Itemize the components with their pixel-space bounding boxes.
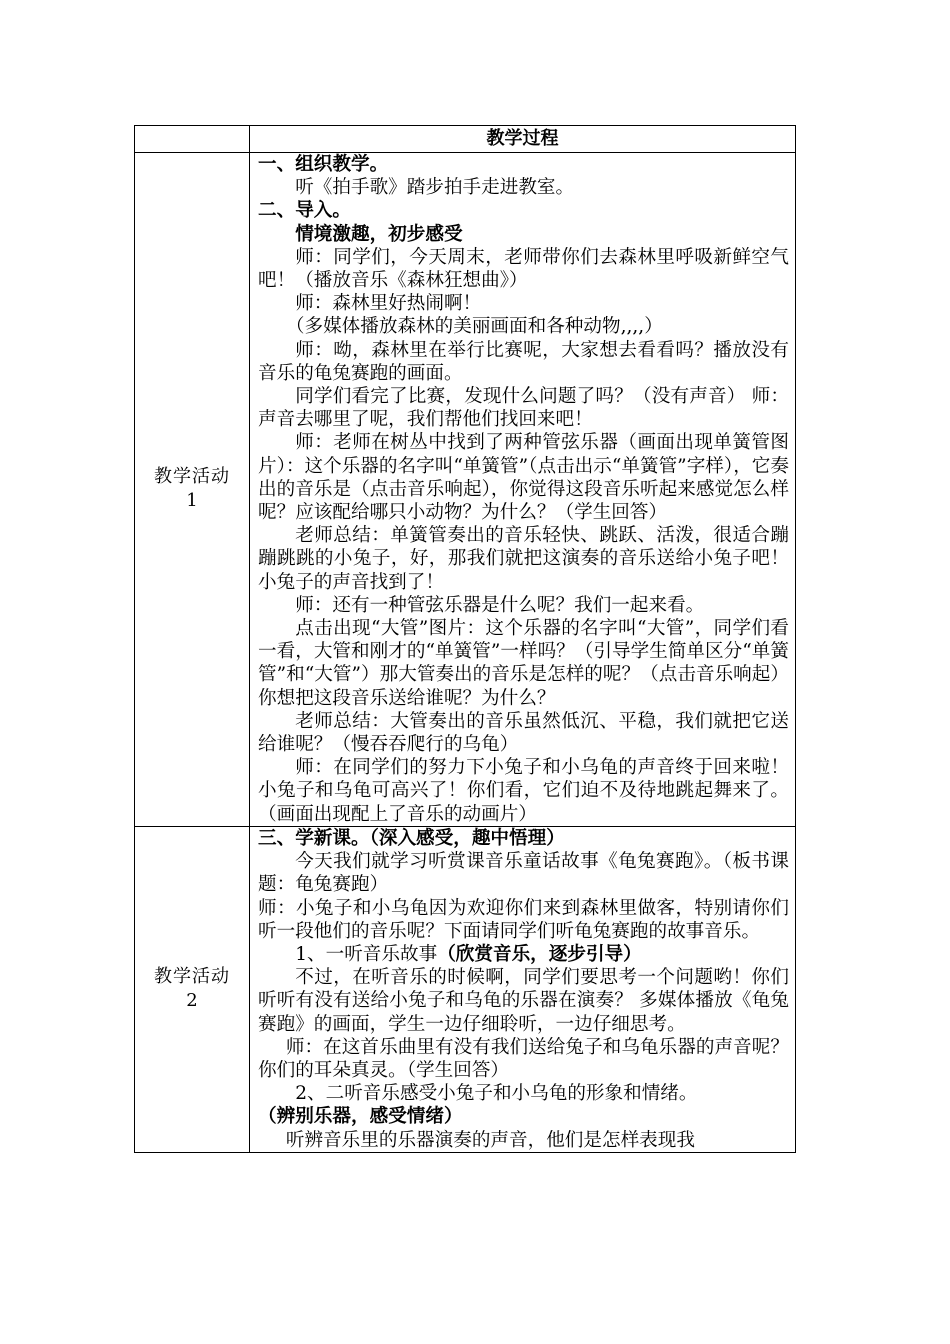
activity-label-text: 教学活动	[154, 466, 230, 488]
paragraph: 老师总结：大管奏出的音乐虽然低沉、平稳，我们就把它送给谁呢？（慢吞吞爬行的乌龟）	[258, 710, 789, 756]
paragraph: 师：老师在树丛中找到了两种管弦乐器（画面出现单簧管图片）：这个乐器的名字叫“单簧管”（点击出示“单簧管”字样），它奏出的音乐是（点击音乐响起），你觉得这段音乐听起来感觉怎么样呢？应该配给哪只小动物？为什么？（学生回答）	[258, 432, 789, 524]
activity-content-1	[250, 153, 796, 827]
activity-1-text	[250, 153, 795, 826]
section-title: 教学过程	[486, 128, 559, 149]
paragraph: 师：还有一种管弦乐器是什么呢？我们一起来看。	[295, 594, 705, 616]
paragraph: 2、二听音乐感受小兔子和小乌龟的形象和情绪。	[295, 1083, 698, 1105]
paragraph: 师：呦，森林里在举行比赛呢，大家想去看看吗？播放没有音乐的龟兔赛跑的画面。	[258, 339, 789, 384]
activity-row-2	[135, 826, 796, 1152]
lesson-table	[134, 125, 796, 1153]
paragraph: 师：同学们，今天周末，老师带你们去森林里呼吸新鲜空气吧！（播放音乐《森林狂想曲》）	[258, 246, 789, 292]
activity-label-1	[135, 153, 250, 827]
paragraph: 三、学新课。（深入感受，趣中悟理）	[258, 827, 565, 849]
paragraph: 师：小兔子和小乌龟因为欢迎你们来到森林里做客，特别请你们听一段他们的音乐呢？下面请同学们听龟兔赛跑的故事音乐。	[258, 897, 789, 942]
activity-label-number: 2	[186, 990, 198, 1012]
corner-cell	[135, 126, 250, 153]
paragraph: 师：在这首乐曲里有没有我们送给兔子和乌龟乐器的声音呢？你们的耳朵真灵。（学生回答）	[258, 1036, 789, 1081]
header-cell	[250, 126, 796, 153]
paragraph: 听《拍手歌》踏步拍手走进教室。	[295, 177, 575, 199]
activity-label-text: 教学活动	[154, 966, 230, 988]
paragraph: 一、组织教学。	[258, 154, 389, 175]
paragraph: 二、导入。	[258, 200, 351, 222]
activity-2-text	[250, 827, 795, 1152]
paragraph: 师：森林里好热闹啊！	[295, 293, 482, 315]
activity-content-2	[250, 826, 796, 1152]
paragraph: 1、一听音乐故事（欣赏音乐，逐步引导）	[295, 943, 642, 965]
paragraph: 点击出现“大管”图片：这个乐器的名字叫“大管”，同学们看一看，大管和刚才的“单簧管”一样吗？（引导学生简单区分“单簧管”和“大管”）那大管奏出的音乐是怎样的呢？（点击音乐响起）你想把这段音乐送给谁呢？为什么？	[258, 618, 789, 709]
paragraph: （多媒体播放森林的美丽画面和各种动物,,,,）	[285, 316, 663, 338]
paragraph: 今天我们就学习听赏课音乐童话故事《龟兔赛跑》。（板书课题：龟兔赛跑）	[258, 851, 789, 896]
paragraph: （辨别乐器，感受情绪）	[258, 1106, 463, 1128]
activity-row-1	[135, 153, 796, 827]
paragraph: 师：在同学们的努力下小兔子和小乌龟的声音终于回来啦！小兔子和乌龟可高兴了！你们看，它们迫不及待地跳起舞来了。（画面出现配上了音乐的动画片）	[258, 757, 789, 825]
activity-label-2	[135, 826, 250, 1152]
paragraph: 同学们看完了比赛，发现什么问题了吗？（没有声音） 师：声音去哪里了呢，我们帮他们找回来吧！	[258, 386, 789, 431]
paragraph: 不过，在听音乐的时候啊，同学们要思考一个问题哟！你们听听有没有送给小兔子和乌龟的乐器在演奏？ 多媒体播放《龟兔赛跑》的画面，学生一边仔细聆听，一边仔细思考。	[258, 967, 789, 1035]
paragraph: 老师总结：单簧管奏出的音乐轻快、跳跃、活泼，很适合蹦蹦跳跳的小兔子，好，那我们就把这演奏的音乐送给小兔子吧！小兔子的声音找到了！	[258, 525, 789, 593]
activity-label-number: 1	[186, 490, 198, 512]
paragraph: 听辨音乐里的乐器演奏的声音，他们是怎样表现我	[285, 1129, 695, 1151]
paragraph: 情境激趣，初步感受	[295, 223, 463, 245]
